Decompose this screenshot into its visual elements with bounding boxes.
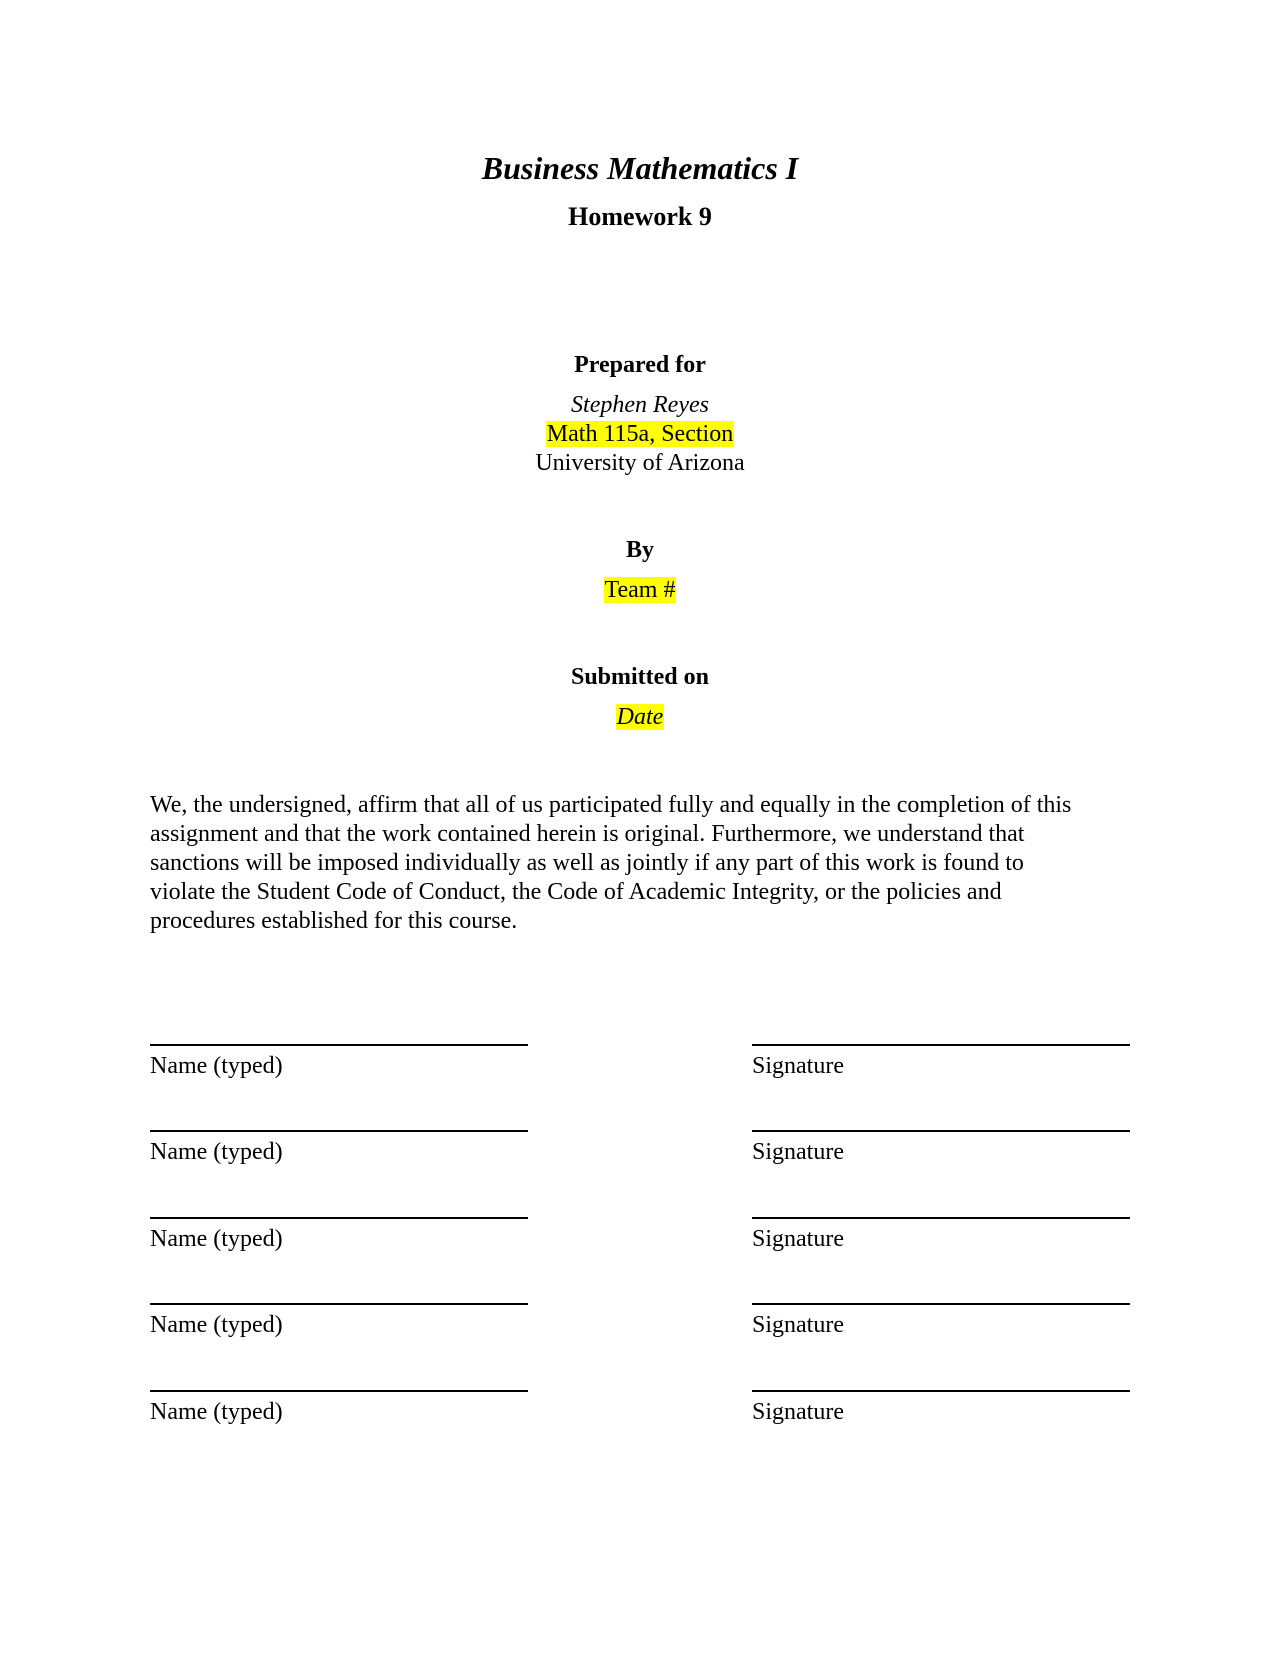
document-subtitle: Homework 9 [568, 202, 712, 231]
team-highlight: Team # [604, 577, 676, 603]
name-label: Name (typed) [150, 1399, 283, 1425]
signature-row [0, 1390, 1280, 1450]
name-label: Name (typed) [150, 1053, 283, 1079]
signature-line [752, 1303, 1130, 1305]
by-label: By [625, 537, 654, 563]
instructor-name: Stephen Reyes [571, 392, 709, 418]
signature-line [752, 1044, 1130, 1046]
course-highlight: Math 115a, Section [546, 421, 734, 447]
affirmation-paragraph: We, the undersigned, affirm that all of us participated fully and equally in the completion of this assignment and that the work contained herein is original. Furthermore, we understand that sanctions will be imposed individually as well as jointly if any part of this work is found to violate the Student Code of Conduct, the Code of Academic Integrity, or the policies and procedures established for this course. [150, 792, 1072, 934]
signature-row [0, 1217, 1280, 1277]
name-label: Name (typed) [150, 1139, 283, 1165]
signature-label: Signature [752, 1053, 844, 1079]
signature-line [752, 1217, 1130, 1219]
signature-label: Signature [752, 1399, 844, 1425]
submitted-on-label: Submitted on [570, 664, 710, 690]
university-name: University of Arizona [535, 450, 745, 476]
signature-line [752, 1390, 1130, 1392]
date-highlight: Date [616, 704, 664, 730]
name-line [150, 1130, 528, 1132]
name-line [150, 1390, 528, 1392]
signature-label: Signature [752, 1312, 844, 1338]
date-line [0, 703, 1280, 732]
course-line [0, 420, 1280, 449]
prepared-for-label: Prepared for [574, 352, 706, 378]
signature-line [752, 1130, 1130, 1132]
signature-label: Signature [752, 1139, 844, 1165]
name-line [150, 1217, 528, 1219]
signature-row [0, 1130, 1280, 1190]
name-label: Name (typed) [150, 1312, 283, 1338]
name-label: Name (typed) [150, 1226, 283, 1252]
signature-label: Signature [752, 1226, 844, 1252]
signature-row [0, 1044, 1280, 1104]
name-line [150, 1303, 528, 1305]
name-line [150, 1044, 528, 1046]
document-title: Business Mathematics I [481, 150, 799, 186]
team-line [0, 576, 1280, 605]
signature-row [0, 1303, 1280, 1363]
